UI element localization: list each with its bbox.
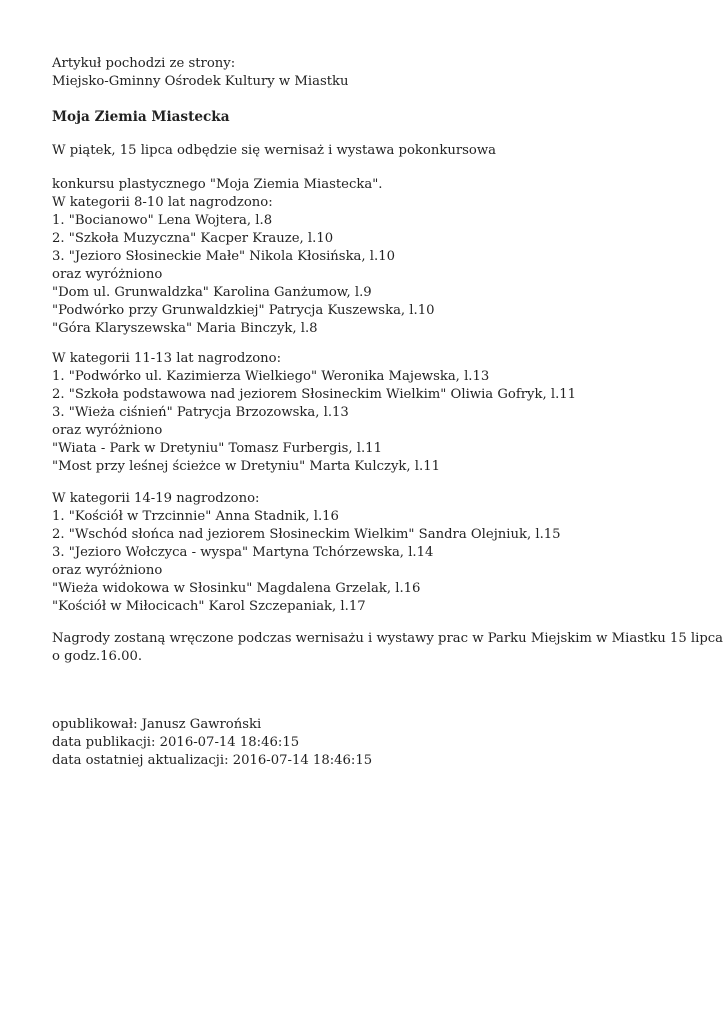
list-item: W kategorii 8-10 lat nagrodzono: [52, 195, 273, 210]
list-item: "Wiata - Park w Dretyniu" Tomasz Furbergis, l.11 [52, 441, 382, 456]
list-item: oraz wyróżniono [52, 423, 163, 438]
publish-date: data publikacji: 2016-07-14 18:46:15 [52, 735, 300, 750]
list-item: 2. "Szkoła podstawowa nad jeziorem Słosineckim Wielkim" Oliwia Gofryk, l.11 [52, 387, 577, 402]
list-item: "Góra Klaryszewska" Maria Binczyk, l.8 [52, 321, 318, 336]
article-lead: W piątek, 15 lipca odbędzie się wernisaż i wystawa pokonkursowa [52, 143, 496, 158]
list-item: 1. "Podwórko ul. Kazimierza Wielkiego" Weronika Majewska, l.13 [52, 369, 490, 384]
list-item: oraz wyróżniono [52, 563, 163, 578]
list-item: 1. "Bocianowo" Lena Wojtera, l.8 [52, 213, 273, 228]
source-intro: Artykuł pochodzi ze strony: [52, 56, 236, 71]
list-item: "Podwórko przy Grunwaldzkiej" Patrycja Kuszewska, l.10 [52, 303, 435, 318]
list-item: W kategorii 11-13 lat nagrodzono: [52, 351, 282, 366]
list-item: W kategorii 14-19 nagrodzono: [52, 491, 260, 506]
list-item: konkursu plastycznego "Moja Ziemia Miastecka". [52, 177, 383, 192]
list-item: 3. "Jezioro Wołczyca - wyspa" Martyna Tchórzewska, l.14 [52, 545, 434, 560]
list-item: 3. "Jezioro Słosineckie Małe" Nikola Kłosińska, l.10 [52, 249, 395, 264]
article-title: Moja Ziemia Miastecka [52, 109, 230, 125]
list-item: 1. "Kościół w Trzcinnie" Anna Stadnik, l.16 [52, 509, 339, 524]
list-item: "Dom ul. Grunwaldzka" Karolina Ganżumow, l.9 [52, 285, 372, 300]
closing-text: o godz.16.00. [52, 649, 143, 664]
author-line: opublikował: Janusz Gawroński [52, 717, 262, 732]
list-item: oraz wyróżniono [52, 267, 163, 282]
list-item: "Kościół w Miłocicach" Karol Szczepaniak, l.17 [52, 599, 366, 614]
list-item: 3. "Wieża ciśnień" Patrycja Brzozowska, l.13 [52, 405, 349, 420]
list-item: 2. "Szkoła Muzyczna" Kacper Krauze, l.10 [52, 231, 334, 246]
update-date: data ostatniej aktualizacji: 2016-07-14 18:46:15 [52, 753, 373, 768]
source-site: Miejsko-Gminny Ośrodek Kultury w Miastku [52, 74, 349, 89]
list-item: 2. "Wschód słońca nad jeziorem Słosineckim Wielkim" Sandra Olejniuk, l.15 [52, 527, 561, 542]
closing-text: Nagrody zostaną wręczone podczas wernisażu i wystawy prac w Parku Miejskim w Miastku 15 lipca [52, 631, 724, 646]
list-item: "Most przy leśnej ścieżce w Dretyniu" Marta Kulczyk, l.11 [52, 459, 440, 474]
list-item: "Wieża widokowa w Słosinku" Magdalena Grzelak, l.16 [52, 581, 421, 596]
